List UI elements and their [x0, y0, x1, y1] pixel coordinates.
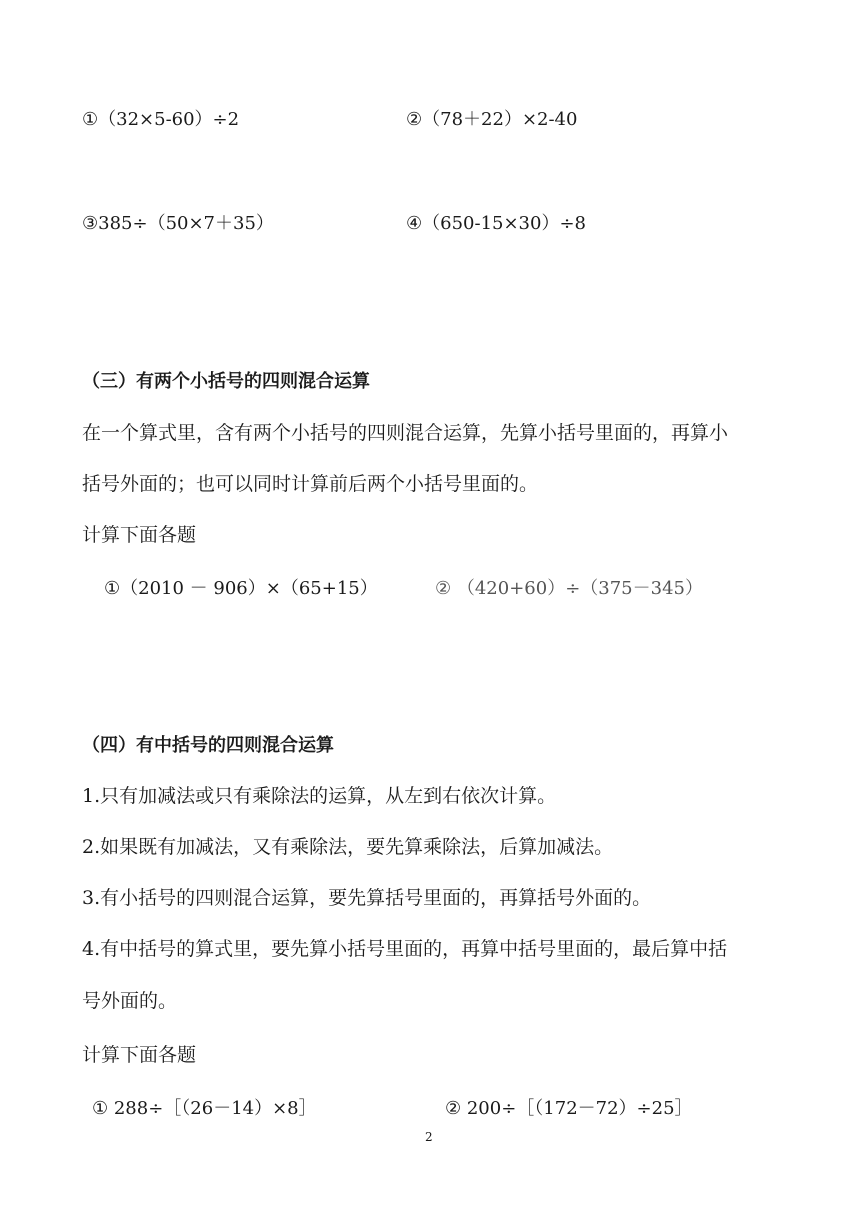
section4-rule-1: 1.只有加减法或只有乘除法的运算，从左到右依次计算。	[82, 785, 557, 807]
section4-exercise-2: ② 200÷［（172－72）÷25］	[445, 1098, 693, 1119]
exercise-4: ④（650-15×30）÷8	[406, 213, 586, 234]
section4-rule-4-line1: 4.有中括号的算式里，要先算小括号里面的，再算中括号里面的，最后算中括	[82, 938, 728, 960]
section3-instruction: 计算下面各题	[82, 524, 197, 546]
section4-rule-2: 2.如果既有加减法，又有乘除法，要先算乘除法，后算加减法。	[82, 836, 614, 858]
section3-rule-line2: 括号外面的；也可以同时计算前后两个小括号里面的。	[82, 473, 539, 495]
page-number: 2	[425, 1130, 433, 1144]
section3-exercise-2: ② （420+60）÷（375－345）	[435, 578, 703, 599]
section4-instruction: 计算下面各题	[82, 1044, 197, 1066]
section4-rule-3: 3.有小括号的四则混合运算，要先算括号里面的，再算括号外面的。	[82, 887, 652, 909]
exercise-1: ①（32×5-60）÷2	[82, 109, 240, 130]
section4-exercise-1: ① 288÷［（26－14）×8］	[92, 1098, 317, 1119]
exercise-2: ②（78＋22）×2-40	[406, 109, 578, 130]
exercise-3: ③385÷（50×7＋35）	[82, 213, 274, 234]
section4-rule-4-line2: 号外面的。	[82, 990, 178, 1012]
section3-exercise-1: ①（2010 － 906）×（65+15）	[104, 578, 378, 599]
section4-heading: （四）有中括号的四则混合运算	[82, 735, 334, 756]
section3-heading: （三）有两个小括号的四则混合运算	[82, 371, 370, 392]
section3-rule-line1: 在一个算式里，含有两个小括号的四则混合运算，先算小括号里面的，再算小	[82, 422, 729, 444]
